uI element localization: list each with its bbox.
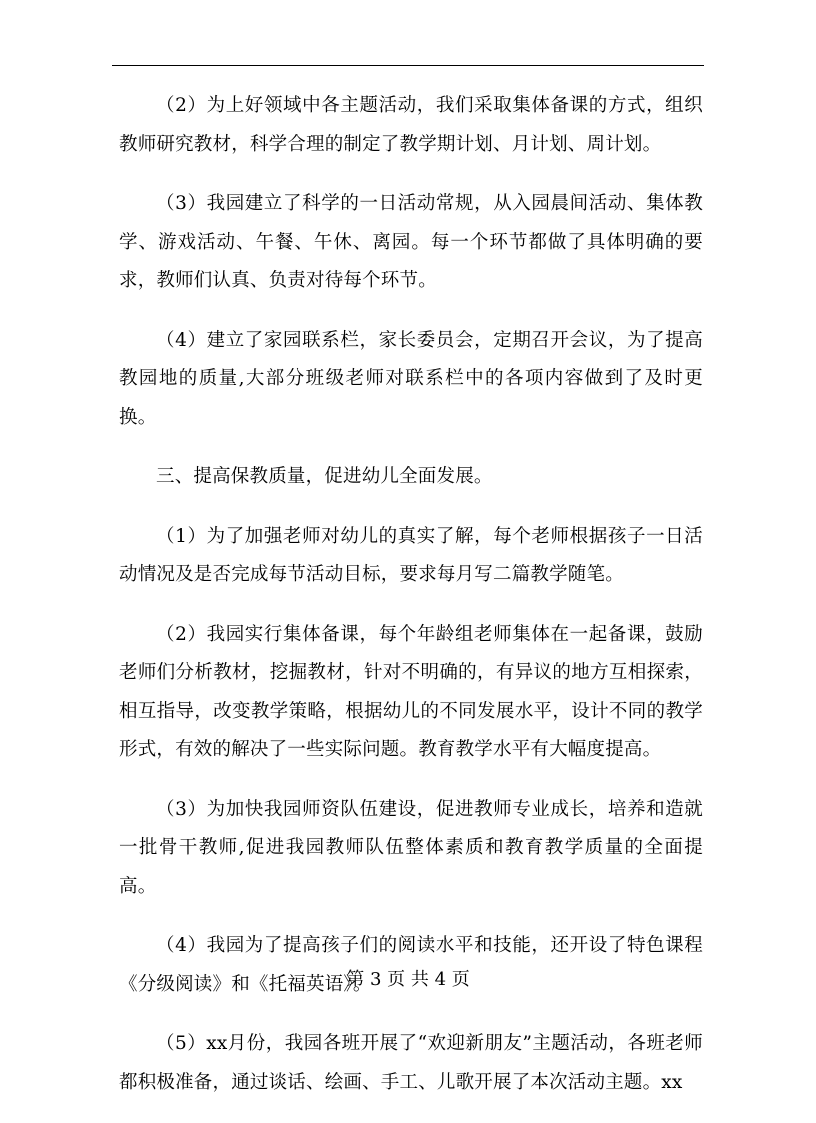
- paragraph-item-4: （4）建立了家园联系栏，家长委员会，定期召开会议，为了提高教园地的质量,大部分班级老师对联系栏中的各项内容做到了及时更换。: [119, 329, 703, 428]
- header-rule: [112, 65, 704, 66]
- paragraph-item-4b: （4）我园为了提高孩子们的阅读水平和技能，还开设了特色课程《分级阅读》和《托福英语》。: [119, 935, 703, 995]
- paragraph-item-2b: （2）我园实行集体备课，每个年龄组老师集体在一起备课，鼓励老师们分析教材，挖掘教材，针对不明确的，有异议的地方互相探索，相互指导，改变教学策略，根据幼儿的不同发展水平，设计不同的教学形式，有效的解决了一些实际问题。教育教学水平有大幅度提高。: [119, 623, 703, 760]
- paragraph-item-3: （3）我园建立了科学的一日活动常规，从入园晨间活动、集体教学、游戏活动、午餐、午休、离园。每一个环节都做了具体明确的要求，教师们认真、负责对待每个环节。: [119, 193, 703, 291]
- section-heading-3: 三、提高保教质量，促进幼儿全面发展。: [156, 466, 493, 487]
- paragraph-item-3b: （3）为加快我园师资队伍建设，促进教师专业成长，培养和造就一批骨干教师,促进我园教师队伍整体素质和教育教学质量的全面提高。: [119, 798, 703, 897]
- paragraph-item-1: （1）为了加强老师对幼儿的真实了解，每个老师根据孩子一日活动情况及是否完成每节活动目标，要求每月写二篇教学随笔。: [119, 525, 703, 585]
- paragraph-item-2: （2）为上好领域中各主题活动，我们采取集体备课的方式，组织教师研究教材，科学合理的制定了教学期计划、月计划、周计划。: [119, 95, 703, 155]
- page-number: 第 3 页 共 4 页: [346, 969, 470, 990]
- paragraph-item-5: （5）xx月份，我园各班开展了“欢迎新朋友”主题活动，各班老师都积极准备，通过谈话、绘画、手工、儿歌开展了本次活动主题。xx: [119, 1033, 703, 1093]
- page-footer: [0, 967, 816, 993]
